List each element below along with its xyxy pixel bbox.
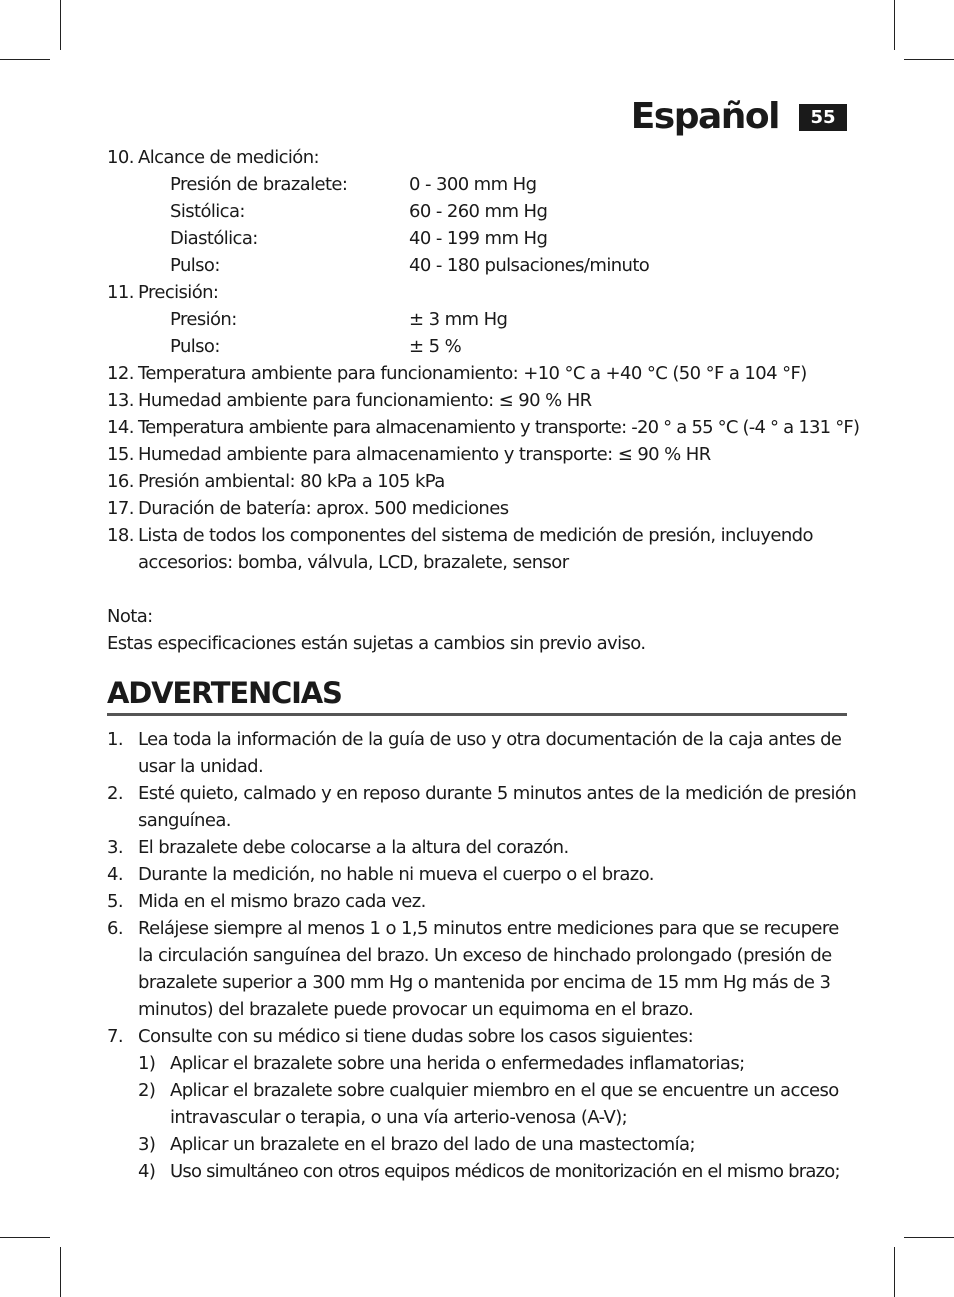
list-item-continuation: sanguínea. [138, 810, 231, 831]
list-item: 4. Durante la medición, no hable ni mueva el cuerpo o el brazo. [107, 864, 654, 885]
sub-list-item: 1) Aplicar el brazalete sobre una herida o enfermedades inflamatorias; [138, 1053, 745, 1074]
warnings-list [107, 726, 857, 1185]
list-item: 18. Lista de todos los componentes del sistema de medición de presión, incluyendo [107, 525, 813, 546]
crop-mark [60, 0, 61, 50]
list-item: 14. Temperatura ambiente para almacenamiento y transporte: -20 ° a 55 °C (-4 ° a 131 °F) [107, 417, 860, 438]
list-item-continuation: la circulación sanguínea del brazo. Un exceso de hinchado prolongado (presión de [138, 945, 832, 966]
page-number: 55 [799, 104, 847, 131]
list-item: 15. Humedad ambiente para almacenamiento y transporte: ≤ 90 % HR [107, 444, 711, 465]
page-header [631, 96, 847, 137]
sub-list-item: 3) Aplicar un brazalete en el brazo del lado de una mastectomía; [138, 1134, 695, 1155]
list-item-continuation: brazalete superior a 300 mm Hg o mantenida por encima de 15 mm Hg más de 3 [138, 972, 831, 993]
crop-mark [894, 1247, 895, 1297]
list-item: 16. Presión ambiental: 80 kPa a 105 kPa [107, 471, 445, 492]
list-item: 12. Temperatura ambiente para funcionamiento: +10 °C a +40 °C (50 °F a 104 °F) [107, 363, 807, 384]
crop-mark [904, 59, 954, 60]
list-item-continuation: minutos) del brazalete puede provocar un equimoma en el brazo. [138, 999, 694, 1020]
sub-list-item-continuation: intravascular o terapia, o una vía arterio-venosa (A-V); [170, 1107, 628, 1128]
sub-list-item: 4) Uso simultáneo con otros equipos médicos de monitorización en el mismo brazo; [138, 1161, 840, 1182]
spec-row: Presión: ± 3 mm Hg [170, 309, 508, 330]
spec-row: Diastólica: 40 - 199 mm Hg [170, 228, 548, 249]
note-label: Nota: [107, 606, 153, 627]
list-item: 1. Lea toda la información de la guía de uso y otra documentación de la caja antes de [107, 729, 842, 750]
crop-mark [0, 59, 50, 60]
crop-mark [904, 1237, 954, 1238]
spec-row: Presión de brazalete: 0 - 300 mm Hg [170, 174, 537, 195]
specs-list [107, 144, 860, 576]
crop-mark [0, 1237, 50, 1238]
list-item: 11. Precisión: [107, 282, 219, 303]
list-item-continuation: accesorios: bomba, válvula, LCD, brazalete, sensor [138, 552, 569, 573]
list-item: 13. Humedad ambiente para funcionamiento: ≤ 90 % HR [107, 390, 592, 411]
list-item: 3. El brazalete debe colocarse a la altura del corazón. [107, 837, 569, 858]
list-item: 6. Relájese siempre al menos 1 o 1,5 minutos entre mediciones para que se recupere [107, 918, 839, 939]
list-item: 7. Consulte con su médico si tiene dudas sobre los casos siguientes: [107, 1026, 694, 1047]
list-item-continuation: usar la unidad. [138, 756, 264, 777]
spec-row: Sistólica: 60 - 260 mm Hg [170, 201, 548, 222]
page-content [107, 144, 860, 1185]
spec-row: Pulso: ± 5 % [170, 336, 462, 357]
list-item: 5. Mida en el mismo brazo cada vez. [107, 891, 426, 912]
list-item: 2. Esté quieto, calmado y en reposo durante 5 minutos antes de la medición de presión [107, 783, 857, 804]
list-item: 17. Duración de batería: aprox. 500 mediciones [107, 498, 509, 519]
sub-list-item: 2) Aplicar el brazalete sobre cualquier miembro en el que se encuentre un acceso [138, 1080, 839, 1101]
note-text: Estas especificaciones están sujetas a cambios sin previo aviso. [107, 633, 646, 654]
spec-row: Pulso: 40 - 180 pulsaciones/minuto [170, 255, 650, 276]
crop-mark [894, 0, 895, 50]
section-title: ADVERTENCIAS [107, 676, 342, 710]
note [107, 603, 847, 657]
crop-mark [60, 1247, 61, 1297]
list-item: 10. Alcance de medición: [107, 147, 319, 168]
language-title: Español [630, 96, 779, 137]
section-divider [107, 713, 847, 716]
